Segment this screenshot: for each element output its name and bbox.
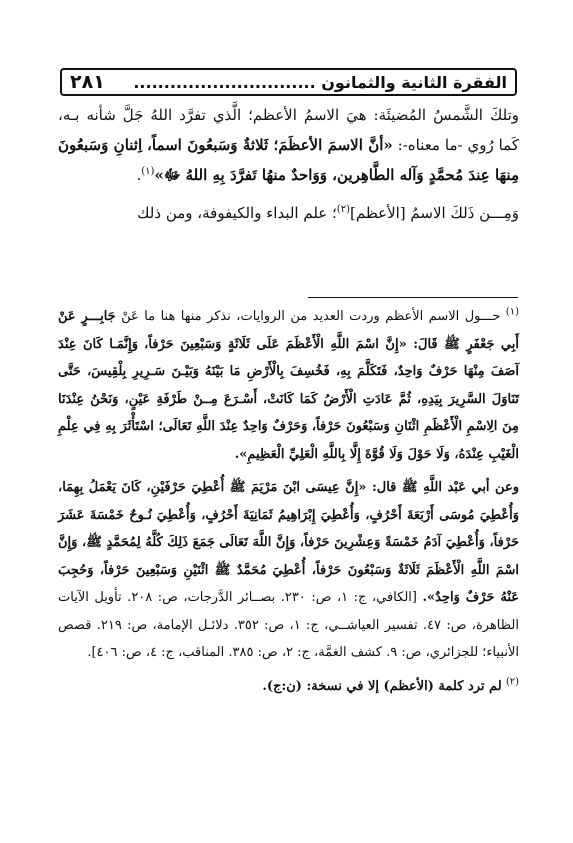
fn1-line: نُـوحٌ خَمْسَةَ عَشَرَ حَرْفاً، وَأُعْطِيَ آدَمُ خَمْسَةً وَعِشْرِينَ حَرْفاً، وَإِنَّ اللَّهَ تَعَالَى (58, 507, 519, 550)
fn1-citation: ص: ٩. كشف الغمَّة، ج: ٢، ص: ٣٨٥. المناقب، ج: ٤، ص: ٤٠٦]. (87, 645, 422, 660)
paragraph-2 (58, 198, 519, 228)
fn1-line: جَمَعَ ذَلِكَ كُلَّهُ لِمُحَمَّدٍ ﷺ، وَإِنَّ اسْمَ اللَّهِ الْأَعْظَمَ ثَلَاثَةٌ وَسَبْعُونَ حَرْفاً، أُعْطِيَ (58, 535, 520, 578)
fn1-citation: العياشــي، ج: ١، ص: ٣٥٢. دلائـل الإمامة، ص: ٢١٩. قصص الأنبياء؛ للجزائري، (58, 617, 519, 660)
fn1-line: وَبَيْـنَ سَـرِيرِ بِلْقِيسَ، حَتَّى تَنَاوَلَ السَّرِيرَ بِيَدِهِ، ثُمَّ عَادَتِ الْأَرْضُ كَمَا كَانَتْ، (58, 364, 519, 407)
footnote-2-mark: (٢) (505, 676, 519, 688)
footnote-separator (308, 297, 518, 298)
fn1-line: إِلَّا بِاللَّهِ الْعَلِيِّ الْعَظِيمِ». (234, 446, 361, 462)
p2-end: ؛ علم البداء والكيفوفة، ومن ذلك (137, 204, 337, 222)
p1-line3-quote: اِثنانِ وَسَبعُونَ مِنهَا عِندَ مُحمَّدٍ وَآله الطَّاهِرين، وَوَاحدٌ منهُا تَفرَّدَ بِهِ اللهُ (58, 136, 519, 184)
fn1-line: وَإِنَّمَـا كَانَ عِنْدَ آصَفَ مِنْهَا حَرْفٌ وَاحِدٌ، فَتَكَلَّمَ بِهِ، فَخُسِفَ بِالْأَرْضِ مَا بَيْنَهُ (58, 336, 519, 379)
fn1-line: يَعْمَلُ بِهِمَا، وَأُعْطِيَ مُوسَى أَرْبَعَةَ أَحْرُفٍ، وَأُعْطِيَ إِبْرَاهِيمُ ثَمَانِيَةَ أَحْرُفٍ، وَأُعْطِيَ (58, 480, 519, 523)
fn1-citation-start: [الكافي، ج: ١، (336, 590, 423, 605)
running-header (60, 68, 517, 96)
fn1-citation: ص: ٢٣٠. بصــائر الدَّرجات، ص: ٢٠٨. تأويل الآيات الظاهرة، ص: ٤٧. تفسير (58, 590, 520, 633)
page-number: ٢٨١ (70, 71, 105, 93)
footnote-1 (58, 303, 519, 468)
fn1-line: وعن أبي عَبْد اللَّهِ ﷺ قال: «إِنَّ عِيسَى ابْنَ مَرْيَمَ ﷺ أُعْطِيَ حَرْفَيْنِ، كَانَ (121, 480, 519, 495)
p2-start: وَمِـــن ذَلكَ الاسمُ [الأعظم] (349, 204, 519, 222)
section-title: الفقرة الثانية والثمانون .............................. (133, 72, 507, 92)
p1-line4-quote: ﷻ» (154, 166, 181, 184)
footnote-2 (58, 673, 519, 701)
paragraph-1: وتلكَ الشَّمسُ المُضيئَة: هيَ الاسمُ الأعظم؛ الَّذي تفرَّد اللهُ جَلَّ شأنه بـه، كَما رُوي -ما معناه-: «أنَّ الاسمَ الأعظَمَ؛ ثَلاثةٌ وَسَبعُونَ اسماً، اِثنانِ وَسَبعُونَ مِنهَا عِندَ مُحمَّدٍ وَآله الطَّاهِرين، وَوَاحدٌ منهُا تَفرَّدَ بِهِ اللهُ ﷻ»$^{(١)}$. (58, 106, 519, 184)
p1-line2-plain: بـه، كَما رُوي -ما معناه-: (58, 106, 519, 154)
fn2-text: لم ترد كلمة (الأعظم) إلا في نسخة: (ن:ج). (262, 678, 502, 694)
main-text (58, 100, 519, 228)
fn1-line: مُحَمَّدٌ ﷺ اثْنَيْنِ وَسَبْعِينَ حَرْفاً، وَحُجِبَ عَنْهُ حَرْفٌ وَاحِدٌ». (58, 562, 520, 605)
fn1-line: حـــول الاسم الأعظم وردت العديد من الروايات، نذكر منها هنا ما عَنْ (121, 309, 501, 324)
fn1-line: جَابِـــرٍ عَنْ أَبِي جَعْفَرٍ ﷺ قَالَ: «إِنَّ اسْمَ اللَّهِ الْأَعْظَمَ عَلَى ثَلَاثَةٍ وَسَبْعِينَ حَرْفاً، (58, 309, 519, 352)
p1-line1: وتلكَ الشَّمسُ المُضيئَة: هيَ الاسمُ الأعظم؛ الَّذي تفرَّد اللهُ جَلَّ شأنه (86, 106, 519, 124)
footnote-ref-1: (١) (141, 166, 155, 177)
fn1-line: وَحَرْفٌ وَاحِدٌ عِنْدَ اللَّهِ تَعَالَى؛ اسْتَأْثَرَ بِهِ فِي عِلْمِ الْغَيْبِ عِنْدَهُ، وَلَا حَوْلَ وَلَا قُوَّةَ (58, 419, 519, 462)
footnote-ref-2: (٢) (336, 204, 350, 215)
footnotes (58, 303, 519, 700)
fn1-line: أَسْـرَعَ مِــنْ طَرْفَةِ عَيْنٍ، وَنَحْنُ عِنْدَنَا مِنَ الِاسْمِ الْأَعْظَمِ اثْنَانِ وَسَبْعُونَ حَرْفاً، (58, 391, 519, 434)
footnote-1-continued (58, 474, 519, 667)
p1-line2-quote: «أنَّ الاسمَ الأعظَمَ؛ ثَلاثةٌ وَسَبعُونَ اسماً، (147, 136, 393, 154)
footnote-1-mark: (١) (505, 306, 519, 318)
